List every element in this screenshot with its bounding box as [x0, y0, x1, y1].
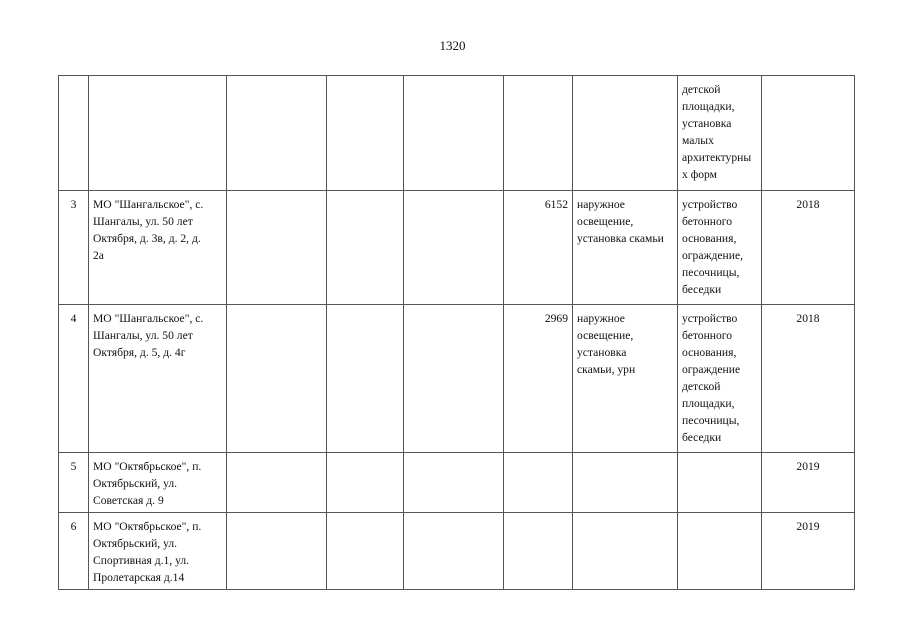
cell-line: МО "Октябрьское", п. — [93, 460, 202, 473]
cell-line: ограждение, — [682, 249, 744, 262]
table-row — [59, 191, 855, 305]
empty-cell — [327, 191, 404, 305]
cell-line: наружное — [577, 198, 625, 211]
works-detail-cell — [678, 305, 762, 453]
cell-line: освещение, — [577, 329, 634, 342]
address-cell — [89, 305, 227, 453]
cell-line: Октября, д. 3в, д. 2, д. — [93, 232, 201, 245]
cell-line: архитектурны — [682, 151, 752, 164]
cell-line: бетонного — [682, 329, 733, 342]
row-number-cell: 4 — [59, 305, 89, 453]
works-detail-cell — [678, 453, 762, 513]
cell-line: Пролетарская д.14 — [93, 571, 185, 584]
empty-cell — [404, 453, 504, 513]
cell-line: ограждение — [682, 363, 741, 376]
empty-cell — [227, 513, 327, 590]
year-cell: 2018 — [762, 191, 855, 305]
empty-cell — [227, 453, 327, 513]
cell-line: МО "Шангальское", с. — [93, 312, 204, 325]
empty-cell — [404, 76, 504, 191]
address-cell — [89, 191, 227, 305]
cell-line: х форм — [682, 168, 717, 181]
empty-cell — [404, 513, 504, 590]
cell-line: МО "Октябрьское", п. — [93, 520, 202, 533]
works-cell — [573, 453, 678, 513]
cell-line: МО "Шангальское", с. — [93, 198, 204, 211]
year-cell — [762, 76, 855, 191]
cost-cell: 6152 — [504, 191, 573, 305]
program-table — [58, 75, 855, 590]
cell-line: Октября, д. 5, д. 4г — [93, 346, 186, 359]
works-cell — [573, 191, 678, 305]
cell-line: Октябрьский, ул. — [93, 477, 178, 490]
cell-line: Шангалы, ул. 50 лет — [93, 215, 193, 228]
cell-line: площадки, — [682, 397, 735, 410]
empty-cell — [327, 305, 404, 453]
cell-line: устройство — [682, 198, 738, 211]
page-number: 1320 — [439, 38, 466, 53]
cost-cell — [504, 76, 573, 191]
cell-line: освещение, — [577, 215, 634, 228]
cell-line: основания, — [682, 346, 737, 359]
table-row — [59, 513, 855, 590]
cell-line: 2а — [93, 249, 104, 262]
row-number-cell — [59, 76, 89, 191]
cell-line: Октябрьский, ул. — [93, 537, 178, 550]
cell-line: малых — [682, 134, 714, 147]
empty-cell — [327, 453, 404, 513]
works-cell — [573, 76, 678, 191]
cell-line: площадки, — [682, 100, 735, 113]
row-number-cell: 5 — [59, 453, 89, 513]
cell-line: Спортивная д.1, ул. — [93, 554, 190, 567]
cell-line: детской — [682, 380, 721, 393]
empty-cell — [227, 191, 327, 305]
works-detail-cell — [678, 513, 762, 590]
year-cell: 2018 — [762, 305, 855, 453]
cost-cell — [504, 453, 573, 513]
works-detail-cell — [678, 191, 762, 305]
table-row — [59, 305, 855, 453]
table-row — [59, 453, 855, 513]
cell-line: беседки — [682, 431, 722, 444]
cell-line: бетонного — [682, 215, 733, 228]
year-cell: 2019 — [762, 513, 855, 590]
empty-cell — [227, 305, 327, 453]
table-row — [59, 76, 855, 191]
row-number-cell: 3 — [59, 191, 89, 305]
cell-line: установка — [577, 346, 627, 359]
cell-line: наружное — [577, 312, 625, 325]
cell-line: установка скамьи — [577, 232, 664, 245]
cell-line: основания, — [682, 232, 737, 245]
works-cell — [573, 305, 678, 453]
works-detail-cell — [678, 76, 762, 191]
cost-cell — [504, 513, 573, 590]
cell-line: Шангалы, ул. 50 лет — [93, 329, 193, 342]
address-cell — [89, 513, 227, 590]
empty-cell — [404, 191, 504, 305]
year-cell: 2019 — [762, 453, 855, 513]
cell-line: скамьи, урн — [577, 363, 636, 376]
works-cell — [573, 513, 678, 590]
cell-line: установка — [682, 117, 732, 130]
cell-line: устройство — [682, 312, 738, 325]
row-number-cell: 6 — [59, 513, 89, 590]
cell-line: детской — [682, 83, 721, 96]
cell-line: песочницы, — [682, 414, 740, 427]
cell-line: беседки — [682, 283, 722, 296]
address-cell — [89, 76, 227, 191]
empty-cell — [227, 76, 327, 191]
table-body — [59, 76, 855, 590]
cell-line: песочницы, — [682, 266, 740, 279]
empty-cell — [404, 305, 504, 453]
empty-cell — [327, 76, 404, 191]
empty-cell — [327, 513, 404, 590]
cell-line: Советская д. 9 — [93, 494, 164, 507]
cost-cell: 2969 — [504, 305, 573, 453]
address-cell — [89, 453, 227, 513]
